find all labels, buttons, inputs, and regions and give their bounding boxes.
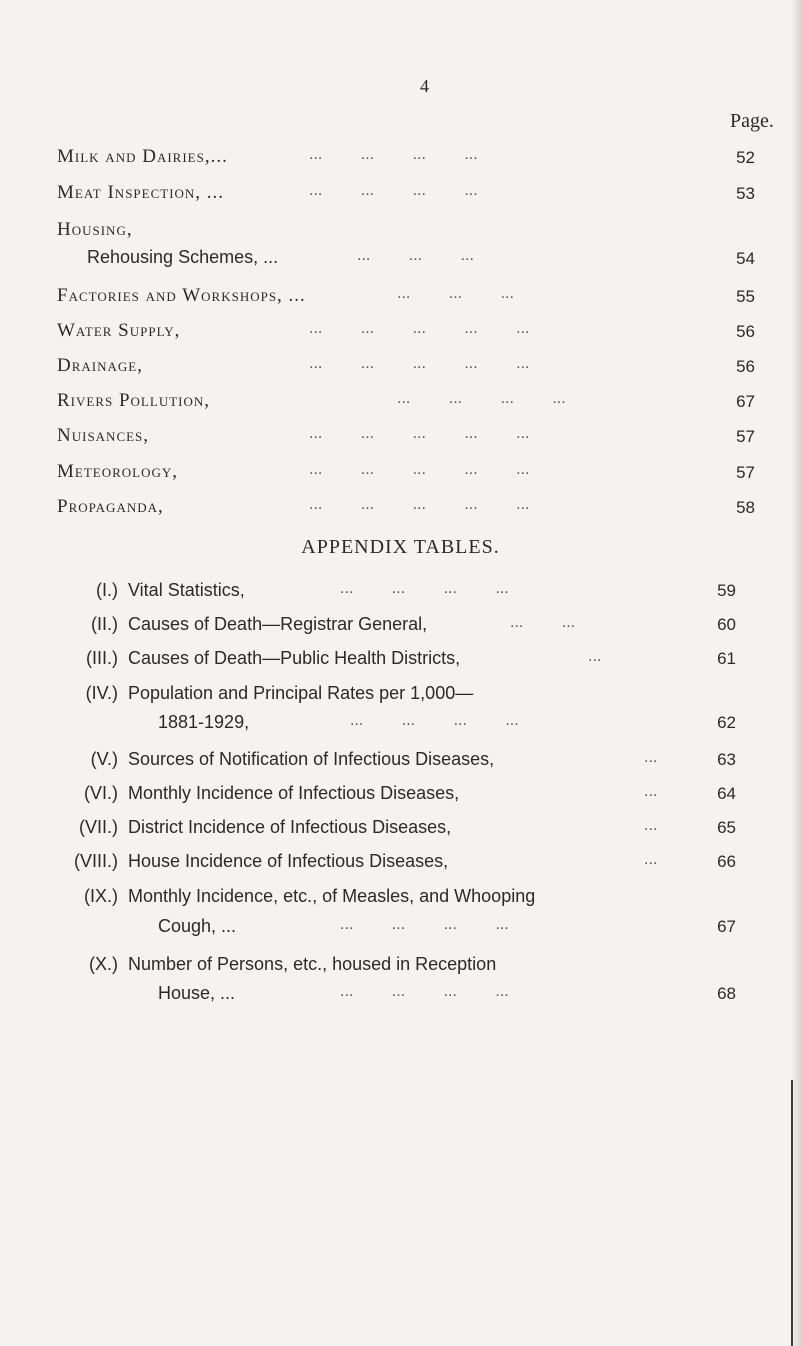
appendix-item-number: (III.): [86, 648, 118, 668]
appendix-item-leader: ...: [644, 817, 658, 834]
appendix-item-number: (VI.): [84, 783, 118, 803]
appendix-item-title: Monthly Incidence of Infectious Diseases,: [128, 783, 460, 803]
toc-item-title: Factories and Workshops, ...: [57, 285, 306, 306]
appendix-item-leader: ... ...: [510, 614, 576, 631]
appendix-item-leader: ...: [644, 851, 658, 868]
toc-item-page: 52: [736, 148, 755, 167]
toc-item-title: Nuisances,: [57, 425, 150, 446]
appendix-item: [40, 817, 760, 847]
appendix-item-title: Number of Persons, etc., housed in Reception: [128, 954, 497, 974]
toc-item-title: Propaganda,: [57, 496, 164, 517]
appendix-item-page: 68: [717, 984, 736, 1003]
appendix-item-leader: ... ... ... ...: [340, 916, 509, 933]
toc-item: [57, 247, 757, 277]
appendix-item-number: (IV.): [85, 683, 118, 703]
toc-item-title: Drainage,: [57, 355, 143, 376]
appendix-item-title: Causes of Death—Public Health Districts,: [128, 648, 461, 668]
page-column-header: Page.: [730, 110, 774, 132]
toc-item-page: 67: [736, 392, 755, 411]
appendix-item-number: (X.): [89, 954, 118, 974]
toc-item-leader: ... ... ... ... ...: [309, 355, 530, 372]
appendix-item-title: Cough, ...: [158, 916, 237, 936]
appendix-item-page: 60: [717, 615, 736, 634]
appendix-item: [40, 783, 760, 813]
appendix-item: [40, 886, 760, 916]
appendix-item-leader: ...: [644, 749, 658, 766]
toc-item-leader: ... ... ... ...: [309, 182, 478, 199]
toc-item: [57, 146, 757, 176]
toc-item-page: 54: [736, 249, 755, 268]
appendix-item-leader: ... ... ... ...: [350, 712, 519, 729]
appendix-item-title: House Incidence of Infectious Diseases,: [128, 851, 449, 871]
appendix-item: [40, 954, 760, 984]
toc-item-page: 57: [736, 427, 755, 446]
toc-item-title: Meat Inspection, ...: [57, 182, 225, 203]
toc-item-title: Water Supply,: [57, 320, 181, 341]
toc-item-page: 56: [736, 357, 755, 376]
toc-item: [57, 320, 757, 350]
toc-item-title: Rivers Pollution,: [57, 390, 211, 411]
appendix-item-page: 63: [717, 750, 736, 769]
toc-item-page: 55: [736, 287, 755, 306]
appendix-item: [40, 749, 760, 779]
toc-item-title: Rehousing Schemes, ...: [87, 247, 279, 267]
appendix-item-title: Causes of Death—Registrar General,: [128, 614, 428, 634]
toc-item: [57, 461, 757, 491]
toc-item-leader: ... ... ...: [357, 247, 474, 264]
appendix-item: [40, 851, 760, 881]
appendix-item-leader: ... ... ... ...: [340, 983, 509, 1000]
appendix-item-page: 66: [717, 852, 736, 871]
appendix-item-title: House, ...: [158, 983, 236, 1003]
appendix-item: [40, 648, 760, 678]
toc-item-leader: ... ... ... ... ...: [309, 496, 530, 513]
page-edge-line: [791, 1080, 793, 1346]
appendix-item-leader: ... ... ... ...: [340, 580, 509, 597]
toc-item-page: 57: [736, 463, 755, 482]
toc-item-leader: ... ... ... ... ...: [309, 461, 530, 478]
appendix-item-number: (II.): [91, 614, 118, 634]
toc-item: [57, 390, 757, 420]
appendix-item-title: District Incidence of Infectious Diseases,: [128, 817, 452, 837]
toc-item: [57, 285, 757, 315]
page-number: 4: [420, 76, 429, 96]
appendix-item-title: Vital Statistics,: [128, 580, 245, 600]
appendix-item-number: (VII.): [79, 817, 118, 837]
appendix-item-page: 65: [717, 818, 736, 837]
appendix-item: [40, 916, 760, 946]
toc-item-page: 53: [736, 184, 755, 203]
appendix-item: [40, 614, 760, 644]
appendix-item: [40, 712, 760, 742]
toc-item-leader: ... ... ... ...: [397, 390, 566, 407]
appendix-item: [40, 683, 760, 713]
toc-item: [57, 496, 757, 526]
appendix-item: [40, 580, 760, 610]
appendix-item-page: 62: [717, 713, 736, 732]
appendix-item-number: (IX.): [84, 886, 118, 906]
toc-item-page: 56: [736, 322, 755, 341]
appendix-item-leader: ...: [588, 648, 602, 665]
appendix-item-number: (V.): [90, 749, 118, 769]
appendix-item-page: 67: [717, 917, 736, 936]
appendix-item-title: Sources of Notification of Infectious Diseases,: [128, 749, 495, 769]
appendix-item-leader: ...: [644, 783, 658, 800]
toc-item-title: Meteorology,: [57, 461, 179, 482]
toc-item-leader: ... ... ...: [397, 285, 514, 302]
appendix-item-number: (VIII.): [74, 851, 118, 871]
appendix-item-number: (I.): [96, 580, 118, 600]
toc-item: [57, 425, 757, 455]
appendix-item-title: Monthly Incidence, etc., of Measles, and Whooping: [128, 886, 536, 906]
appendix-heading: APPENDIX TABLES.: [301, 536, 500, 558]
appendix-item-page: 59: [717, 581, 736, 600]
appendix-item-page: 64: [717, 784, 736, 803]
appendix-item-title: 1881-1929,: [158, 712, 250, 732]
toc-item: [57, 219, 757, 249]
toc-item-page: 58: [736, 498, 755, 517]
appendix-item-title: Population and Principal Rates per 1,000—: [128, 683, 474, 703]
toc-item-leader: ... ... ... ...: [309, 146, 478, 163]
toc-item-leader: ... ... ... ... ...: [309, 320, 530, 337]
toc-item-title: Housing,: [57, 219, 133, 240]
appendix-item: [40, 983, 760, 1013]
toc-item: [57, 355, 757, 385]
toc-item-title: Milk and Dairies,...: [57, 146, 228, 167]
toc-item: [57, 182, 757, 212]
appendix-item-page: 61: [717, 649, 736, 668]
toc-item-leader: ... ... ... ... ...: [309, 425, 530, 442]
